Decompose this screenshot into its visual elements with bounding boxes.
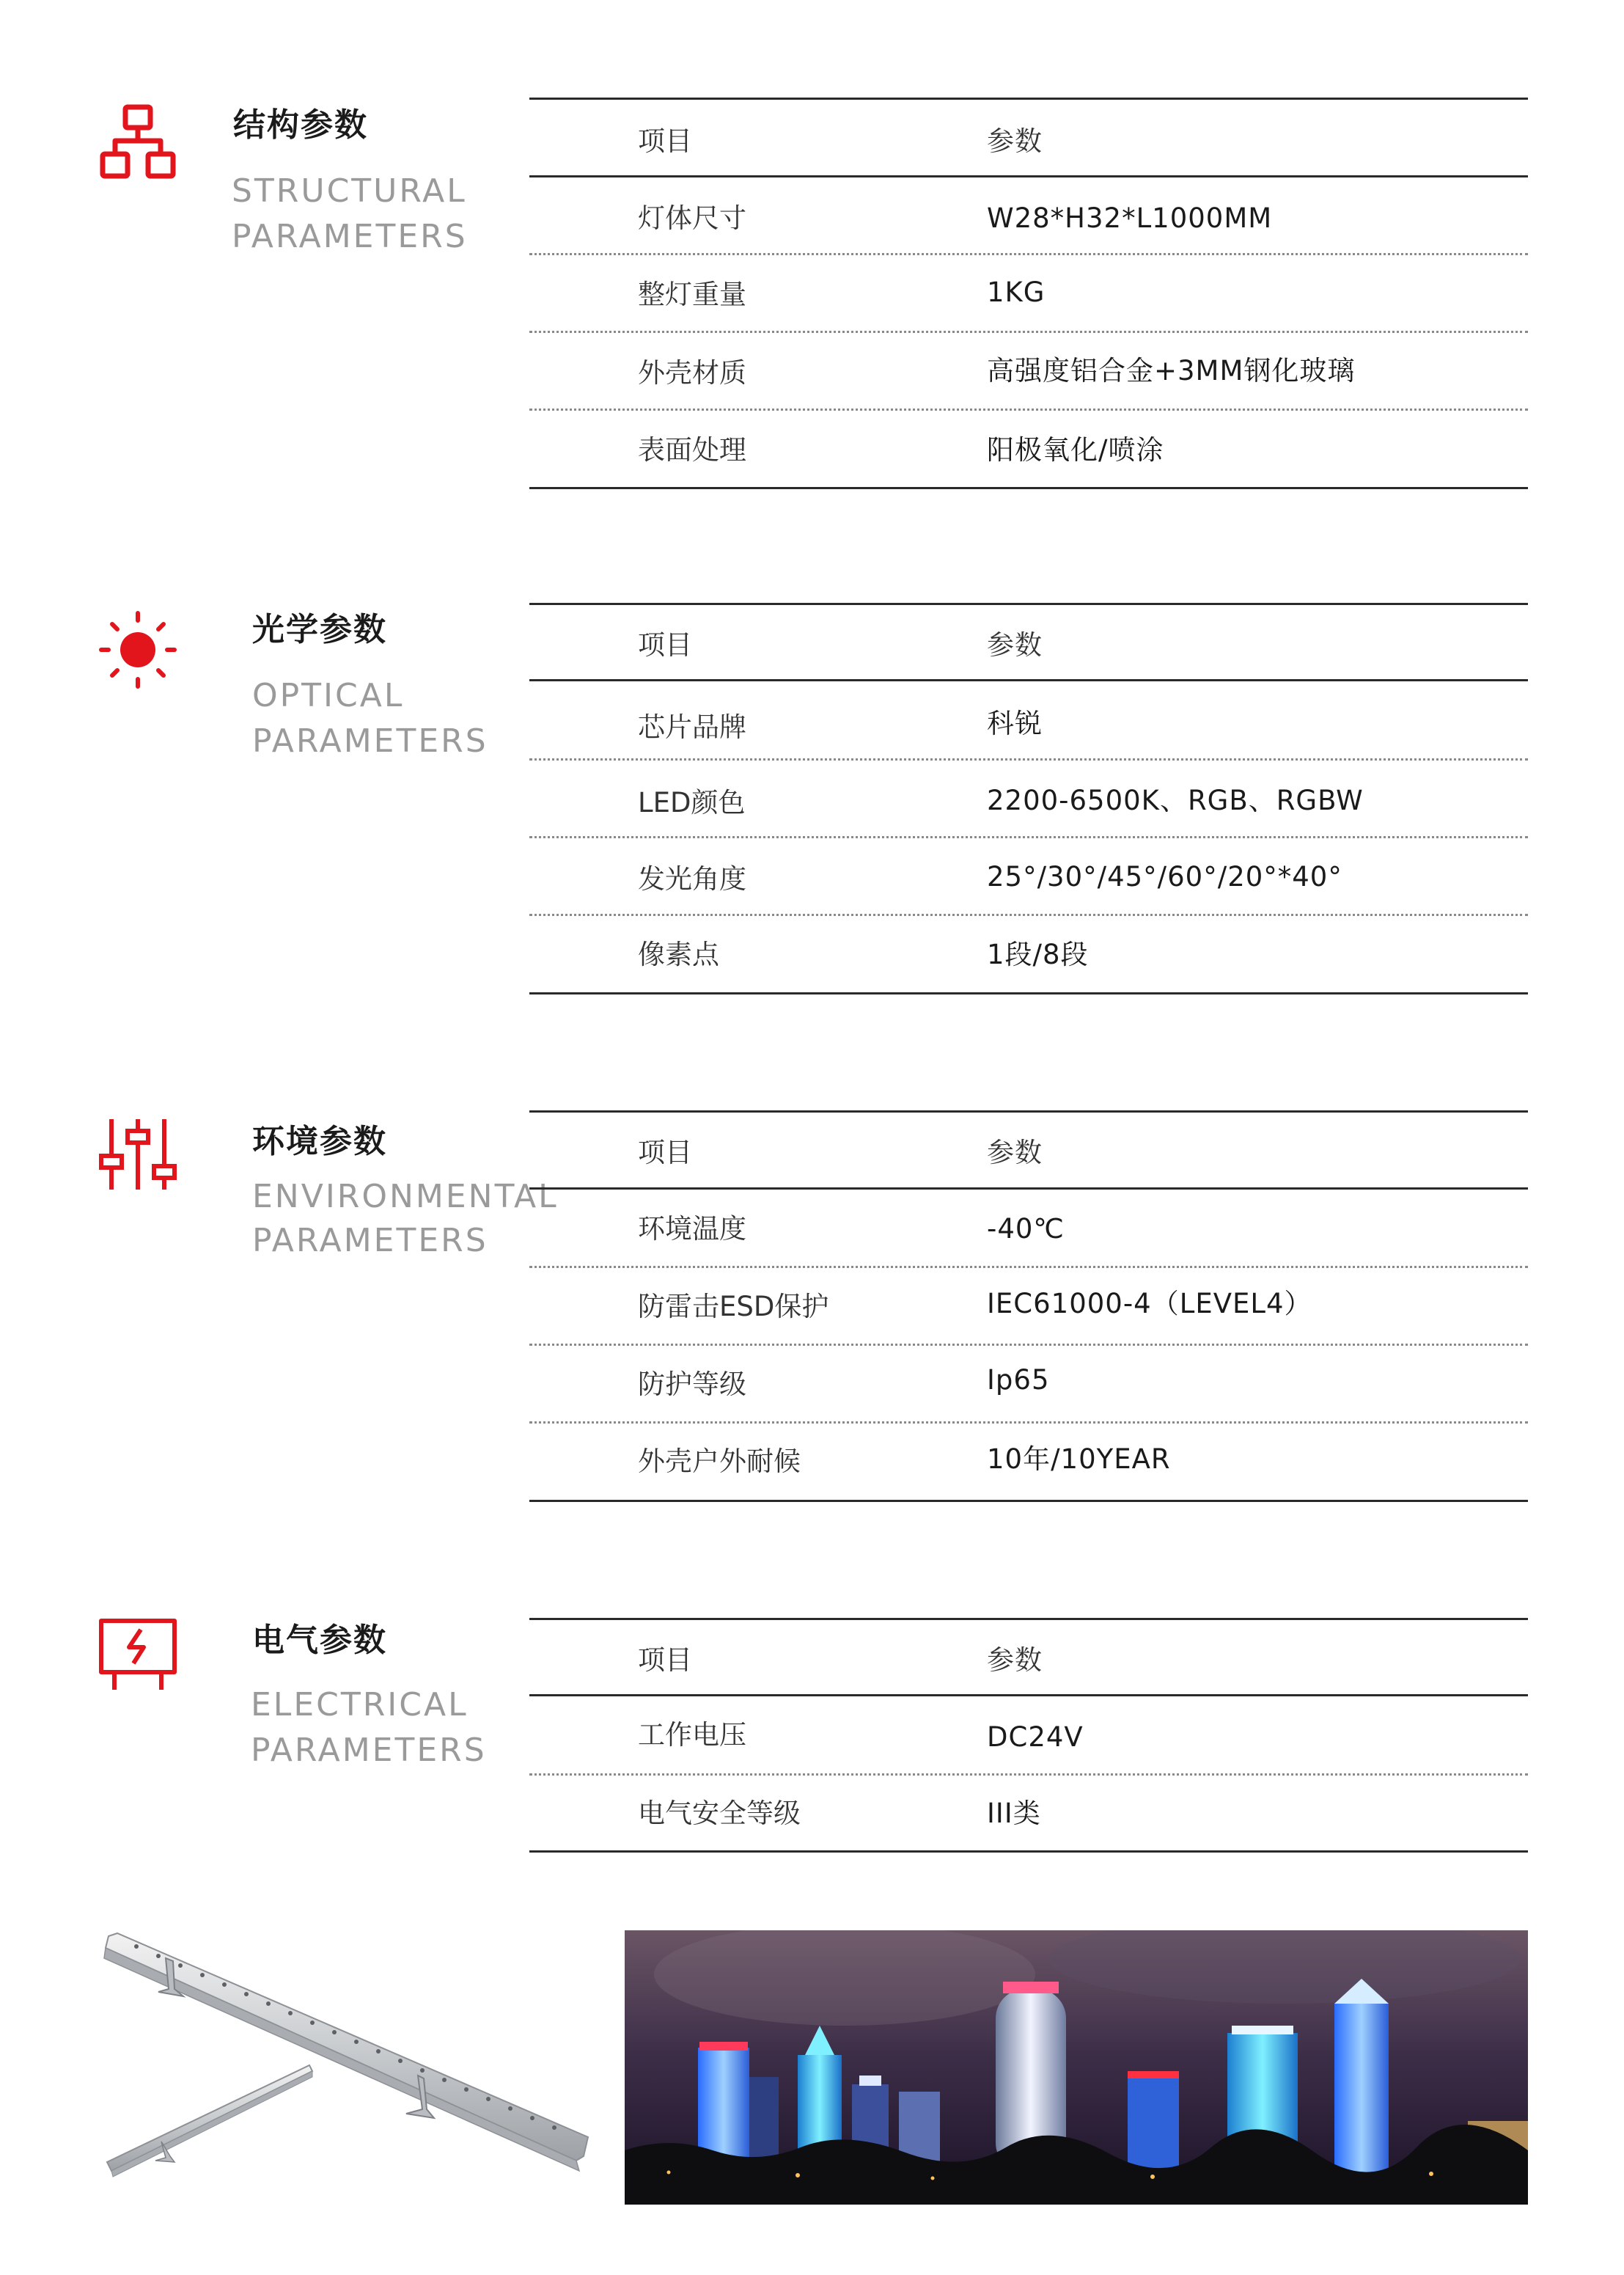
row-label: 像素点 — [638, 939, 719, 970]
row-value: Ip65 — [987, 1364, 1050, 1396]
row-value: -40℃ — [987, 1213, 1065, 1245]
row-label: 防护等级 — [638, 1369, 746, 1400]
row-value: 2200-6500K、RGB、RGBW — [987, 785, 1364, 816]
network-hierarchy-icon — [100, 104, 176, 180]
electric-board-icon — [98, 1618, 177, 1691]
led-wall-washer-bar-image — [95, 1929, 594, 2208]
row-value: DC24V — [987, 1721, 1084, 1753]
city-night-skyline-image — [625, 1930, 1528, 2205]
col-item-header: 项目 — [638, 125, 692, 157]
section-title-en: OPTICAL PARAMETERS — [252, 677, 488, 760]
section-title-en: STRUCTURAL PARAMETERS — [232, 172, 468, 255]
row-label: 电气安全等级 — [638, 1798, 801, 1829]
row-value: 10年/10YEAR — [987, 1443, 1171, 1475]
col-param-header: 参数 — [987, 629, 1043, 661]
section-title-cn: 结构参数 — [233, 106, 368, 144]
sun-icon — [98, 610, 177, 689]
row-value: 1段/8段 — [987, 939, 1089, 970]
row-label: 外壳户外耐候 — [638, 1446, 801, 1477]
row-label: 表面处理 — [638, 434, 746, 466]
row-value: 25°/30°/45°/60°/20°*40° — [987, 861, 1342, 893]
section-title-en: ELECTRICAL PARAMETERS — [251, 1686, 487, 1769]
row-label: 防雷击ESD保护 — [638, 1291, 829, 1322]
row-value: 阳极氧化/喷涂 — [987, 434, 1164, 466]
col-param-header: 参数 — [987, 125, 1043, 157]
row-label: 发光角度 — [638, 863, 746, 895]
row-label: 整灯重量 — [638, 279, 746, 310]
row-value: W28*H32*L1000MM — [987, 202, 1273, 234]
sliders-icon — [97, 1118, 179, 1191]
row-label: 环境温度 — [638, 1213, 746, 1245]
section-title-cn: 环境参数 — [252, 1123, 387, 1160]
row-label: LED颜色 — [638, 787, 746, 818]
section-title-cn: 电气参数 — [252, 1622, 387, 1659]
row-value: 科锐 — [987, 708, 1043, 739]
row-label: 外壳材质 — [638, 357, 746, 389]
section-title-en: ENVIRONMENTAL PARAMETERS — [252, 1178, 559, 1259]
row-label: 芯片品牌 — [638, 711, 746, 743]
col-item-header: 项目 — [638, 1137, 692, 1168]
row-value: IEC61000-4（LEVEL4） — [987, 1288, 1312, 1319]
row-value: 高强度铝合金+3MM钢化玻璃 — [987, 355, 1356, 387]
col-item-header: 项目 — [638, 629, 692, 661]
row-value: 1KG — [987, 276, 1046, 308]
row-label: 工作电压 — [638, 1719, 746, 1751]
col-param-header: 参数 — [987, 1644, 1043, 1676]
col-param-header: 参数 — [987, 1137, 1043, 1168]
col-item-header: 项目 — [638, 1644, 692, 1676]
row-value: III类 — [987, 1798, 1041, 1829]
row-label: 灯体尺寸 — [638, 202, 746, 234]
section-title-cn: 光学参数 — [252, 611, 387, 648]
